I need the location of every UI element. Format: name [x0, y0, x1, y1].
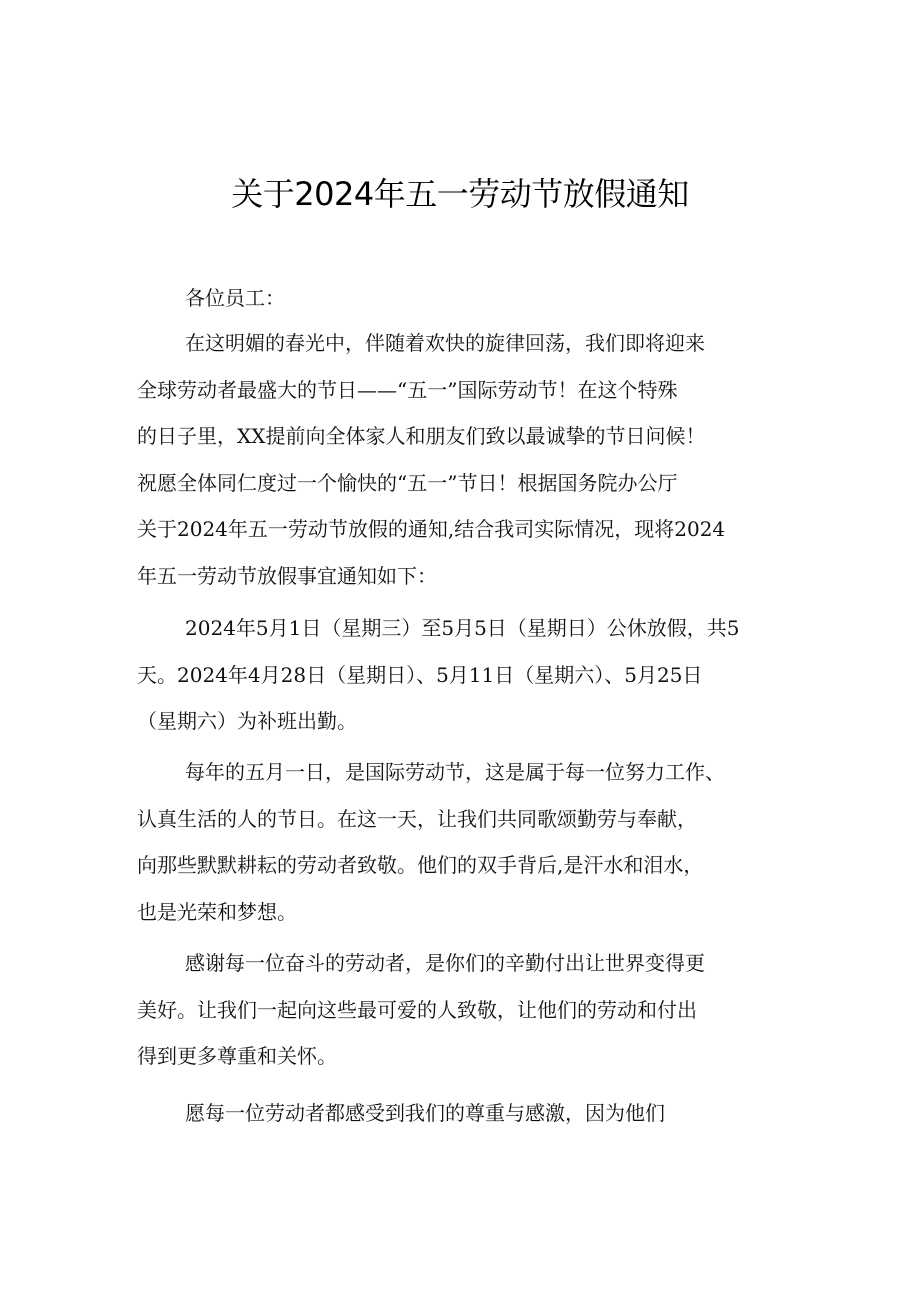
paragraph-line: 在这明媚的春光中，伴随着欢快的旋律回荡，我们即将迎来 [185, 331, 705, 355]
paragraph-3 [137, 749, 792, 935]
paragraph-line: 的日子里，XX提前向全体家人和朋友们致以最诚挚的节日问候！ [137, 424, 706, 448]
paragraph-line: 感谢每一位奋斗的劳动者，是你们的辛勤付出让世界变得更 [185, 951, 705, 975]
document-title: 关于2024年五一劳动节放假通知 [231, 175, 689, 213]
paragraph-line: 向那些默默耕耘的劳动者致敬。他们的双手背后,是汗水和泪水， [137, 853, 704, 877]
paragraph-line: 美好。让我们一起向这些最可爱的人致敬，让他们的劳动和付出 [137, 997, 697, 1022]
paragraph-1 [137, 320, 792, 599]
paragraph-line: 也是光荣和梦想。 [137, 899, 297, 924]
paragraph-line: 关于2024年五一劳动节放假的通知,结合我司实际情况，现将2024 [137, 517, 726, 541]
paragraph-line: （星期六）为补班出勤。 [137, 709, 357, 733]
paragraph-2 [137, 605, 792, 745]
paragraph-5 [137, 1090, 792, 1137]
paragraph-line: 2024年5月1日（星期三）至5月5日（星期日）公休放假，共5 [185, 616, 740, 640]
paragraph-line: 年五一劳动节放假事宜通知如下： [137, 563, 437, 588]
paragraph-line: 愿每一位劳动者都感受到我们的尊重与感激，因为他们 [185, 1101, 665, 1125]
paragraph-line: 得到更多尊重和关怀。 [137, 1044, 337, 1068]
salutation-text: 各位员工： [185, 286, 285, 310]
salutation [137, 275, 792, 322]
paragraph-4 [137, 940, 792, 1080]
paragraph-line: 每年的五月一日，是国际劳动节，这是属于每一位努力工作、 [185, 760, 725, 784]
paragraph-line: 祝愿全体同仁度过一个愉快的“五一”节日！根据国务院办公厅 [137, 470, 678, 495]
paragraph-line: 认真生活的人的节日。在这一天，让我们共同歌颂勤劳与奉献， [137, 806, 697, 831]
paragraph-line: 天。2024年4月28日（星期日）、5月11日（星期六）、5月25日 [137, 662, 703, 687]
paragraph-line: 全球劳动者最盛大的节日——“五一”国际劳动节！在这个特殊 [137, 377, 678, 402]
